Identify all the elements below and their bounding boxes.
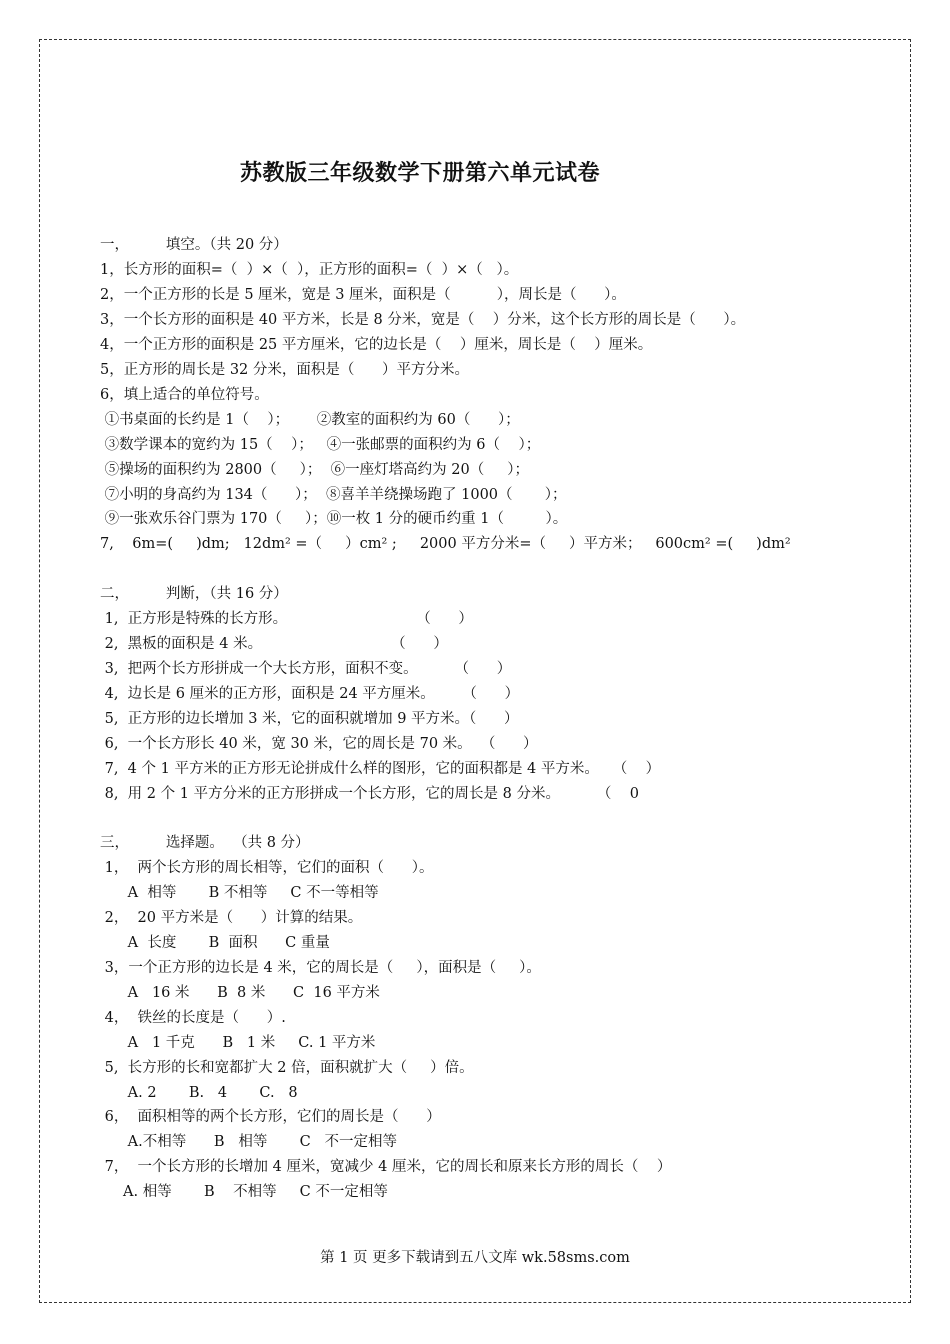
question-line: 2，一个正方形的长是 5 厘米，宽是 3 厘米，面积是（ ），周长是（ ）。 <box>100 286 626 303</box>
question-line: A 16 米 B 8 米 C 16 平方米 <box>100 984 380 1001</box>
question-line: ③数学课本的宽约为 15（ ）； ④一张邮票的面积约为 6（ ）； <box>100 436 541 453</box>
question-line: 3，一个正方形的边长是 4 米，它的周长是（ ），面积是（ ）。 <box>100 959 541 976</box>
section-heading: 一， 填空。（共 20 分） <box>100 237 288 253</box>
question-line: 4, 边长是 6 厘米的正方形，面积是 24 平方厘米。 （ ） <box>100 685 520 702</box>
question-line: 7， 一个长方形的长增加 4 厘米，宽减少 4 厘米，它的周长和原来长方形的周长（ ） <box>100 1159 672 1176</box>
question-line: 6， 面积相等的两个长方形，它们的周长是（ ） <box>100 1109 441 1126</box>
question-line: ⑤操场的面积约为 2800（ ）； ⑥一座灯塔高约为 20（ ）； <box>100 461 529 478</box>
question-line: ⑦小明的身高约为 134（ ）； ⑧喜羊羊绕操场跑了 1000（ ）； <box>100 486 567 503</box>
question-line: 2， 20 平方米是（ ）计算的结果。 <box>100 909 363 926</box>
question-line: 1， 两个长方形的周长相等，它们的面积（ ）。 <box>100 859 434 876</box>
question-line: A 长度 B 面积 C 重量 <box>100 934 330 951</box>
question-line: 4，一个正方形的面积是 25 平方厘米，它的边长是（ ）厘米，周长是（ ）厘米。 <box>100 336 653 353</box>
question-line: 4， 铁丝的长度是（ ）. <box>100 1009 286 1026</box>
question-line: 7, 4 个 1 平方米的正方形无论拼成什么样的图形，它的面积都是 4 平方米。 （ ） <box>100 760 661 777</box>
question-line: 6, 一个长方形长 40 米，宽 30 米，它的周长是 70 米。 （ ） <box>100 735 538 752</box>
question-line: 5，正方形的周长是 32 分米，面积是（ ）平方分米。 <box>100 361 470 378</box>
question-line: 5, 长方形的长和宽都扩大 2 倍，面积就扩大（ ）倍。 <box>100 1059 474 1076</box>
question-line: 3, 把两个长方形拼成一个大长方形，面积不变。 （ ） <box>100 660 512 677</box>
question-line: 8, 用 2 个 1 平方分米的正方形拼成一个长方形，它的周长是 8 分米。 （ 0 <box>100 785 640 802</box>
section-heading: 二， 判断，（共 16 分） <box>100 586 288 602</box>
question-line: A. 2 B. 4 C. 8 <box>100 1084 298 1101</box>
question-line: 1，长方形的面积=（ ）×（ ），正方形的面积=（ ）×（ ）。 <box>100 261 519 278</box>
page-footer: 第 1 页 更多下载请到五八文库 wk.58sms.com <box>320 1250 630 1266</box>
question-line: A 1 千克 B 1 米 C. 1 平方米 <box>100 1034 376 1051</box>
question-line: 1, 正方形是特殊的长方形。 （ ） <box>100 610 473 627</box>
question-line: 3，一个长方形的面积是 40 平方米，长是 8 分米，宽是（ ）分米，这个长方形的周长是（ ）。 <box>100 311 746 328</box>
page-title: 苏教版三年级数学下册第六单元试卷 <box>239 161 600 186</box>
section-heading: 三， 选择题。 （共 8 分） <box>100 835 310 851</box>
question-line: 6，填上适合的单位符号。 <box>100 386 269 403</box>
question-line: ①书桌面的长约是 1（ ）； ②教室的面积约为 60（ ）； <box>100 411 520 428</box>
question-line: 7, 6m=( )dm; 12dm² =（ ）cm² ; 2000 平方分米=（ ）平方米； 600cm² =( )dm² <box>100 536 791 553</box>
question-line: A 相等 B 不相等 C 不一等相等 <box>100 884 379 901</box>
question-line: A. 相等 B 不相等 C 不一定相等 <box>100 1184 388 1201</box>
question-line: A.不相等 B 相等 C 不一定相等 <box>100 1134 398 1151</box>
question-line: 5, 正方形的边长增加 3 米，它的面积就增加 9 平方米。（ ） <box>100 710 519 727</box>
question-line: 2, 黑板的面积是 4 米。 （ ） <box>100 635 448 652</box>
question-line: ⑨一张欢乐谷门票为 170（ ）；⑩一枚 1 分的硬币约重 1（ ）。 <box>100 511 568 528</box>
